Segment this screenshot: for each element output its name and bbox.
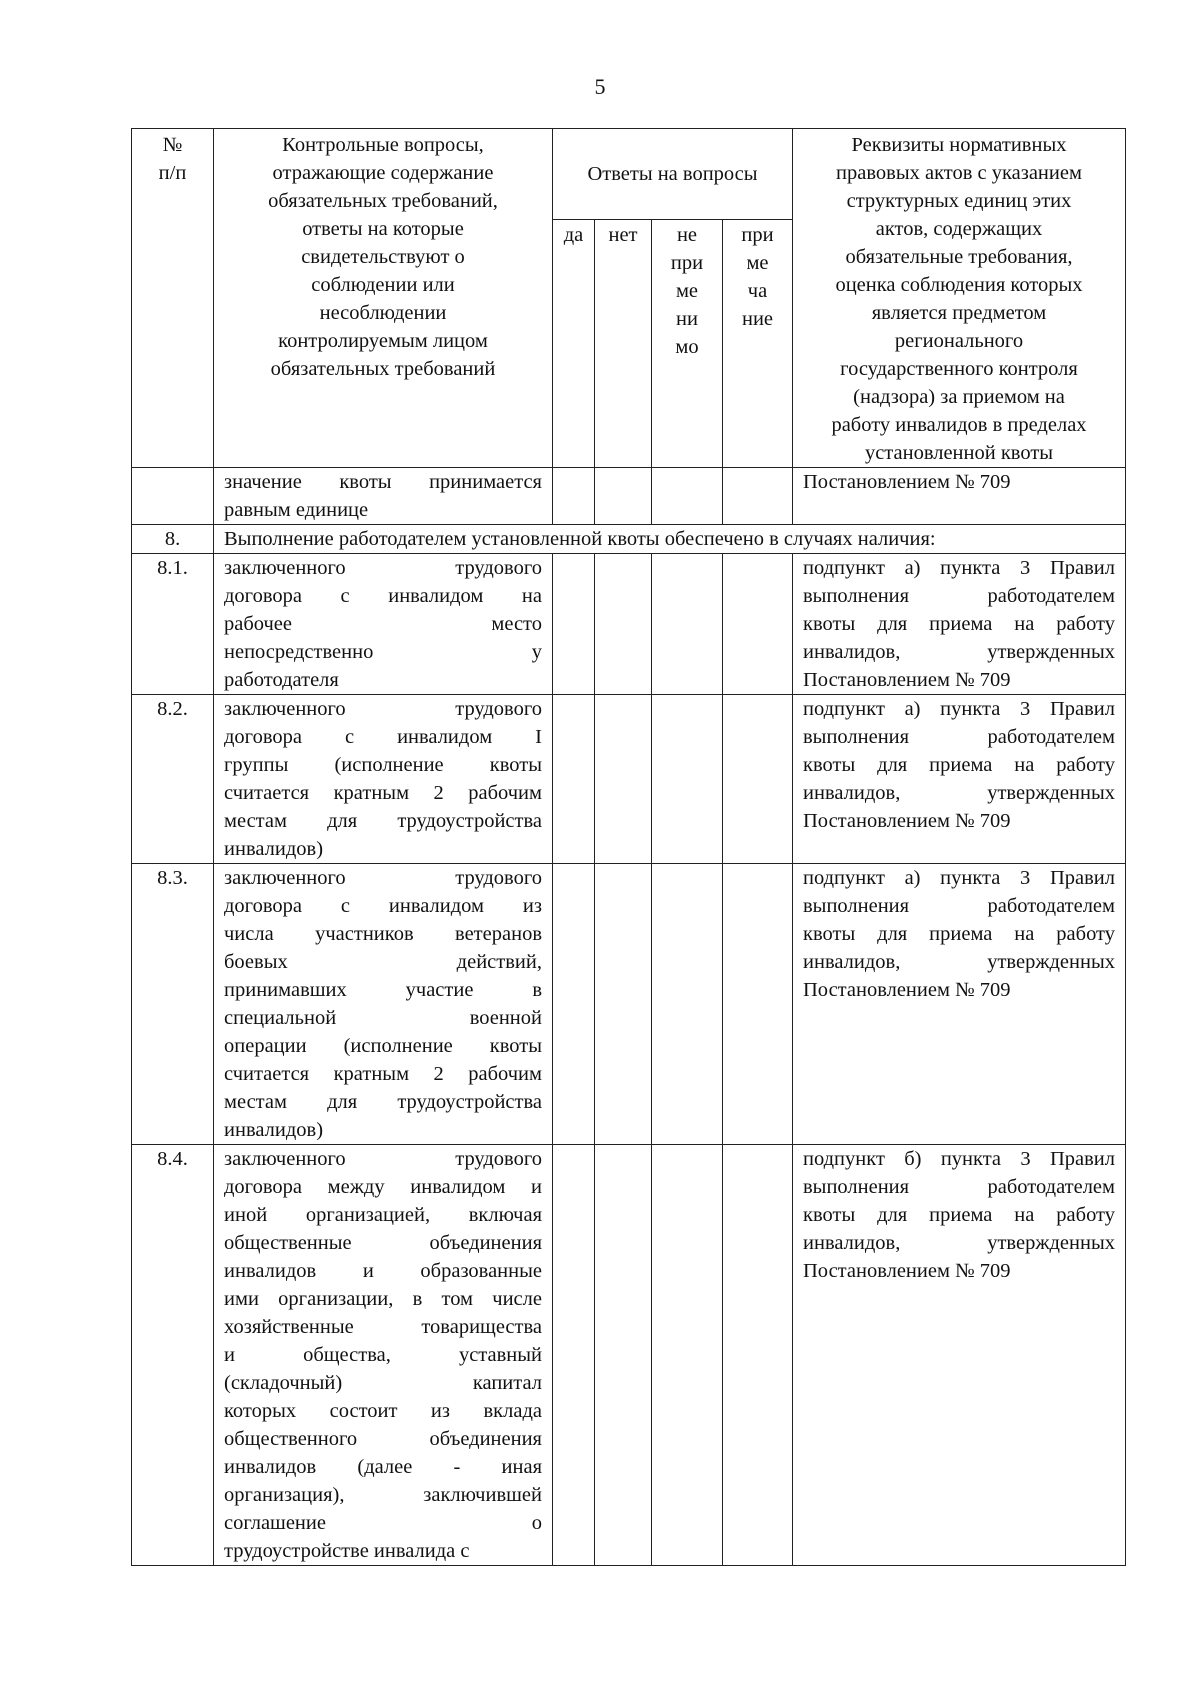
- text-line: соглашение о: [224, 1512, 542, 1534]
- answer-yes-cell: [553, 864, 595, 1145]
- text-line: государственного контроля: [840, 358, 1078, 380]
- text-line: общественного объединения: [224, 1428, 542, 1450]
- answer-note-cell: [723, 468, 793, 525]
- table-row: [132, 554, 1126, 695]
- text-line: местам для трудоустройства: [224, 1091, 542, 1113]
- text-line: правовых актов с указанием: [836, 162, 1082, 184]
- answer-note-cell: [723, 695, 793, 864]
- text-line: договора с инвалидом из: [224, 895, 542, 917]
- answer-no-cell: [595, 864, 652, 1145]
- text-line: инвалидов, утвержденных: [803, 782, 1115, 804]
- text-line: инвалидов, утвержденных: [803, 951, 1115, 973]
- text-line: регионального: [894, 330, 1024, 352]
- text-line: подпункт б) пункта 3 Правил: [803, 1148, 1115, 1170]
- text-line: считается кратным 2 рабочим: [224, 782, 542, 804]
- text-line: инвалидов): [224, 838, 324, 860]
- text-line: Постановлением № 709: [803, 810, 1011, 832]
- section-row: [132, 525, 1126, 554]
- answer-not-applicable-cell: [652, 554, 723, 695]
- text-line: ние: [741, 307, 774, 330]
- table-row: [132, 468, 1126, 525]
- text-line: Постановлением № 709: [803, 1260, 1011, 1282]
- text-line: ответы на которые: [302, 218, 464, 240]
- text-line: которых состоит из вклада: [224, 1400, 542, 1422]
- text-line: иной организацией, включая: [224, 1204, 542, 1226]
- header-answer-not-applicable: [652, 219, 723, 467]
- text-line: является предметом: [871, 302, 1047, 324]
- text-line: выполнения работодателем: [803, 895, 1115, 917]
- answer-yes-cell: [553, 554, 595, 695]
- text-line: местам для трудоустройства: [224, 810, 542, 832]
- header-answers-group: Ответы на вопросы: [553, 129, 793, 220]
- text-line: Постановлением № 709: [803, 979, 1011, 1001]
- text-line: подпункт а) пункта 3 Правил: [803, 698, 1115, 720]
- text-line: инвалидов): [224, 1119, 324, 1141]
- text-line: заключенного трудового: [224, 698, 542, 720]
- text-line: договора с инвалидом на: [224, 585, 542, 607]
- text-line: договора между инвалидом и: [224, 1176, 542, 1198]
- answer-no-cell: [595, 1145, 652, 1566]
- text-line: квоты для приема на работу: [803, 923, 1115, 945]
- text-line: выполнения работодателем: [803, 726, 1115, 748]
- text-line: мо: [675, 335, 699, 358]
- section-text: Выполнение работодателем установленной квоты обеспечено в случаях наличия:: [214, 525, 1126, 554]
- text-line: соблюдении или: [311, 274, 455, 296]
- text-line: ча: [747, 279, 768, 302]
- answer-no-cell: [595, 554, 652, 695]
- row-num: 8.1.: [132, 554, 214, 695]
- text-line: Контрольные вопросы,: [282, 134, 484, 156]
- text-line: обязательные требования,: [845, 246, 1073, 268]
- row-num: 8.3.: [132, 864, 214, 1145]
- text-line: принимавших участие в: [224, 979, 542, 1001]
- row-requisites: [793, 864, 1126, 1145]
- header-answer-yes: да: [553, 219, 595, 467]
- text-line: инвалидов (далее - иная: [224, 1456, 542, 1478]
- text-line: п/п: [158, 162, 187, 184]
- answer-not-applicable-cell: [652, 1145, 723, 1566]
- row-num: 8.: [132, 525, 214, 554]
- text-line: ни: [676, 307, 698, 330]
- table-row: [132, 695, 1126, 864]
- text-line: группы (исполнение квоты: [224, 754, 542, 776]
- answer-yes-cell: [553, 1145, 595, 1566]
- answer-yes-cell: [553, 695, 595, 864]
- row-num: 8.2.: [132, 695, 214, 864]
- text-line: ме: [675, 279, 699, 302]
- text-line: и общества, уставный: [224, 1344, 542, 1366]
- text-line: выполнения работодателем: [803, 585, 1115, 607]
- text-line: квоты для приема на работу: [803, 613, 1115, 635]
- answer-not-applicable-cell: [652, 695, 723, 864]
- text-line: непосредственно у: [224, 641, 542, 663]
- text-line: ими организации, в том числе: [224, 1288, 542, 1310]
- text-line: инвалидов, утвержденных: [803, 641, 1115, 663]
- text-line: структурных единиц этих: [846, 190, 1072, 212]
- text-line: работодателя: [224, 669, 339, 691]
- row-requisites: [793, 1145, 1126, 1566]
- answer-yes-cell: [553, 468, 595, 525]
- text-line: оценка соблюдения которых: [835, 274, 1083, 296]
- checklist-table: [131, 128, 1126, 1566]
- text-line: равным единице: [224, 499, 369, 521]
- row-requisites: [793, 468, 1126, 525]
- text-line: работу инвалидов в пределах: [831, 414, 1087, 436]
- text-line: организация), заключившей: [224, 1484, 542, 1506]
- text-line: не: [676, 223, 698, 246]
- header-answer-note: [723, 219, 793, 467]
- text-line: (надзора) за приемом на: [853, 386, 1065, 408]
- row-question: [214, 1145, 553, 1566]
- answer-note-cell: [723, 554, 793, 695]
- text-line: боевых действий,: [224, 951, 542, 973]
- text-line: инвалидов, утвержденных: [803, 1232, 1115, 1254]
- text-line: актов, содержащих: [875, 218, 1043, 240]
- text-line: обязательных требований: [270, 358, 496, 380]
- page-number: 5: [594, 74, 606, 99]
- text-line: подпункт а) пункта 3 Правил: [803, 557, 1115, 579]
- text-line: выполнения работодателем: [803, 1176, 1115, 1198]
- row-num: 8.4.: [132, 1145, 214, 1566]
- text-line: общественные объединения: [224, 1232, 542, 1254]
- table-row: [132, 1145, 1126, 1566]
- row-num: [132, 468, 214, 525]
- text-line: квоты для приема на работу: [803, 754, 1115, 776]
- row-question: [214, 864, 553, 1145]
- text-line: подпункт а) пункта 3 Правил: [803, 867, 1115, 889]
- text-line: при: [741, 223, 774, 246]
- header-row: [132, 129, 1126, 220]
- table-row: [132, 864, 1126, 1145]
- answer-not-applicable-cell: [652, 468, 723, 525]
- text-line: свидетельствуют о: [301, 246, 465, 268]
- text-line: инвалидов и образованные: [224, 1260, 542, 1282]
- text-line: обязательных требований,: [268, 190, 498, 212]
- text-line: квоты для приема на работу: [803, 1204, 1115, 1226]
- text-line: при: [670, 251, 704, 274]
- text-line: ме: [746, 251, 769, 274]
- text-line: отражающие содержание: [272, 162, 494, 184]
- text-line: Реквизиты нормативных: [851, 134, 1067, 156]
- row-question: [214, 695, 553, 864]
- answer-no-cell: [595, 695, 652, 864]
- text-line: договора с инвалидом I: [224, 726, 542, 748]
- header-answer-no: нет: [595, 219, 652, 467]
- answer-note-cell: [723, 864, 793, 1145]
- header-num-col: [132, 129, 214, 468]
- text-line: считается кратным 2 рабочим: [224, 1063, 542, 1085]
- answer-note-cell: [723, 1145, 793, 1566]
- text-line: Постановлением № 709: [803, 471, 1011, 493]
- row-requisites: [793, 695, 1126, 864]
- text-line: значение квоты принимается: [224, 471, 542, 493]
- text-line: трудоустройстве инвалида с: [224, 1540, 470, 1562]
- text-line: заключенного трудового: [224, 1148, 542, 1170]
- text-line: хозяйственные товарищества: [224, 1316, 542, 1338]
- text-line: специальной военной: [224, 1007, 542, 1029]
- text-line: контролируемым лицом: [278, 330, 488, 352]
- text-line: числа участников ветеранов: [224, 923, 542, 945]
- row-requisites: [793, 554, 1126, 695]
- text-line: Постановлением № 709: [803, 669, 1011, 691]
- header-requisites-col: [793, 129, 1126, 468]
- row-question: [214, 554, 553, 695]
- text-line: рабочее место: [224, 613, 542, 635]
- row-question: [214, 468, 553, 525]
- text-line: заключенного трудового: [224, 867, 542, 889]
- text-line: операции (исполнение квоты: [224, 1035, 542, 1057]
- answer-not-applicable-cell: [652, 864, 723, 1145]
- answer-no-cell: [595, 468, 652, 525]
- text-line: установленной квоты: [864, 442, 1054, 464]
- text-line: заключенного трудового: [224, 557, 542, 579]
- text-line: №: [162, 134, 183, 156]
- header-question-col: [214, 129, 553, 468]
- text-line: (складочный) капитал: [224, 1372, 542, 1394]
- text-line: несоблюдении: [319, 302, 447, 324]
